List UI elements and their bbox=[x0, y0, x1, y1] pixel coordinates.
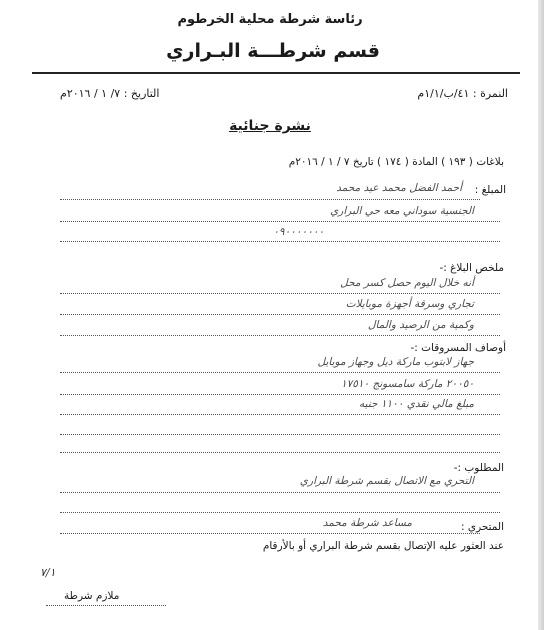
dotted-line bbox=[60, 293, 500, 294]
dotted-line bbox=[60, 512, 500, 513]
dotted-line bbox=[60, 452, 500, 453]
complainant-hand-2: الجنسية سوداني معه حي البراري bbox=[330, 205, 474, 217]
header-divider bbox=[32, 72, 520, 74]
dotted-line bbox=[60, 434, 500, 435]
dotted-line bbox=[60, 241, 500, 242]
org-heading: رئاسة شرطة محلية الخرطوم bbox=[177, 12, 363, 27]
complainant-label: المبلغ : bbox=[474, 184, 506, 196]
dotted-line bbox=[60, 335, 500, 336]
signature-rank: ملازم شرطة bbox=[64, 590, 120, 602]
summary-hand-1: أنه خلال اليوم حصل كسر محل bbox=[340, 277, 474, 289]
investigator-hand: مساعد شرطة محمد bbox=[322, 517, 412, 529]
stolen-hand-2: ٢٠٠٥٠ ماركة سامسونج ١٧٥١٠ bbox=[340, 378, 474, 390]
dotted-line bbox=[60, 414, 500, 415]
summary-hand-3: وكمية من الرصيد والمال bbox=[367, 319, 474, 331]
stolen-items-label: أوصاف المسروقات :- bbox=[410, 342, 506, 354]
document-title: نشرة جنائية bbox=[229, 118, 311, 134]
dotted-line bbox=[60, 533, 480, 534]
signature-initials: ٧/١ bbox=[40, 566, 56, 579]
dotted-line bbox=[60, 221, 500, 222]
summary-hand-2: تجاري وسرقة أجهزة موبايلات bbox=[345, 298, 474, 310]
complainant-hand-3: ٠٩٠٠٠٠٠٠٠ bbox=[273, 226, 324, 238]
complainant-hand-1: أحمد الفضل محمد عيد محمد bbox=[336, 182, 462, 194]
scan-edge bbox=[538, 0, 544, 630]
footer-note: عند العثور عليه الإتصال بقسم شرطة البراري أو بالأرقام bbox=[262, 540, 504, 552]
requested-label: المطلوب :- bbox=[453, 462, 504, 474]
requested-hand: التحري مع الاتصال بقسم شرطة البراري bbox=[299, 475, 474, 487]
department-heading: قسم شرطـــة البـراري bbox=[166, 40, 380, 62]
dotted-line bbox=[60, 314, 500, 315]
signature-line bbox=[46, 605, 166, 606]
dotted-line bbox=[60, 492, 500, 493]
dotted-line bbox=[60, 199, 480, 200]
stolen-hand-1: جهاز لابتوب ماركة ديل وجهاز موبايل bbox=[317, 356, 474, 368]
summary-label: ملخص البلاغ :- bbox=[439, 262, 504, 274]
dotted-line bbox=[60, 372, 500, 373]
stolen-hand-3: مبلغ مالي نقدي ١١٠٠ جنيه bbox=[359, 398, 474, 410]
dotted-line bbox=[60, 394, 500, 395]
report-line: بلاغات ( ١٩٣ ) المادة ( ١٧٤ ) تاريخ ٧ / ١ / ٢٠١٦م bbox=[288, 156, 504, 168]
document-date: التاريخ : ٧/ ١ / ٢٠١٦م bbox=[60, 87, 160, 100]
reference-number: النمرة : ٤١/ب/١/١م bbox=[417, 87, 508, 100]
investigator-label: المتحري : bbox=[460, 521, 504, 533]
